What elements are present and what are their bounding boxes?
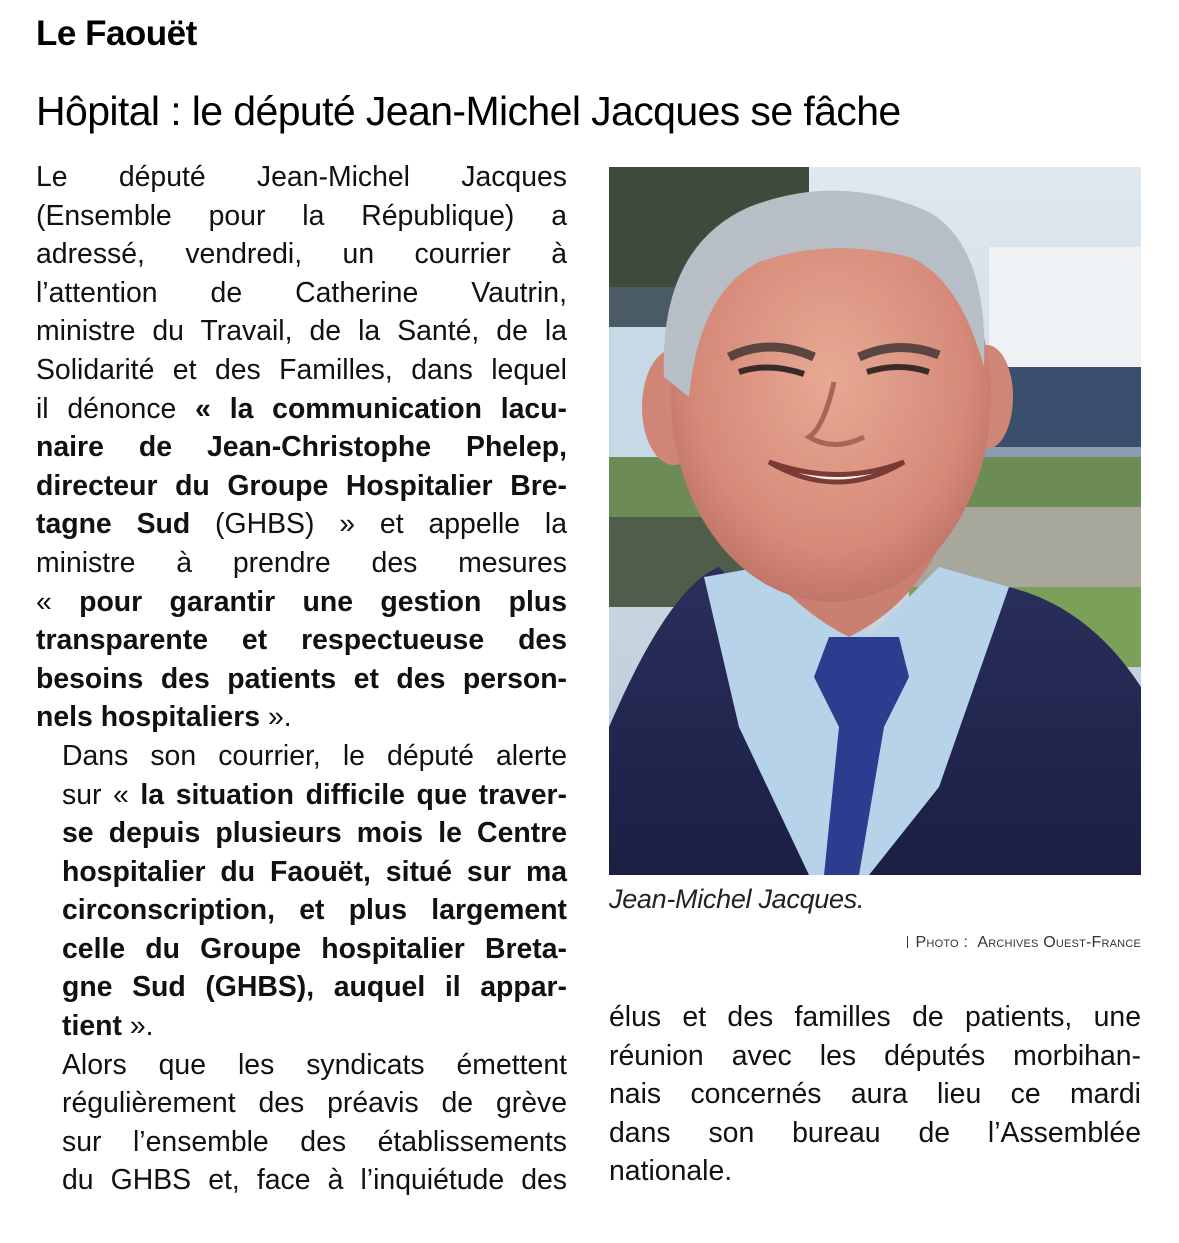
- text-line: [36, 1123, 567, 1162]
- text-line: [609, 1114, 1141, 1153]
- paragraph-2: [36, 737, 567, 1046]
- text-line: [36, 698, 567, 737]
- text-line: [609, 1075, 1141, 1114]
- text-line: [36, 853, 567, 892]
- article-body-left-column: [36, 158, 567, 1200]
- text-line: [36, 737, 567, 776]
- article-headline: Hôpital : le député Jean-Michel Jacques se fâche: [36, 88, 901, 134]
- text-line: [36, 930, 567, 969]
- body-text: élus et des familles de patients, une: [609, 1001, 1141, 1033]
- quoted-bold-text: se depuis plusieurs mois le Centre: [62, 817, 567, 850]
- body-text: (GHBS) » et appelle la: [190, 508, 567, 541]
- body-text: ».: [260, 701, 292, 734]
- portrait-photo: [609, 167, 1141, 875]
- text-line: [36, 274, 567, 313]
- quoted-bold-text: besoins des patients et des person-: [36, 662, 567, 695]
- quoted-bold-text: « la communication lacu-: [195, 392, 567, 425]
- quoted-bold-text: tagne Sud: [36, 508, 191, 541]
- credit-source: Archives Ouest-France: [977, 934, 1141, 951]
- body-text: Dans son courrier, le député alerte: [62, 739, 567, 772]
- text-line: [36, 390, 567, 429]
- body-text: du GHBS et, face à l’inquiétude des: [62, 1164, 567, 1197]
- text-line: [36, 660, 567, 699]
- body-text: adressé, vendredi, un courrier à: [36, 238, 567, 271]
- quoted-bold-text: tient: [62, 1010, 122, 1043]
- body-text: réunion avec les députés morbihan-: [609, 1039, 1141, 1072]
- text-line: [36, 1084, 567, 1123]
- text-line: [36, 968, 567, 1007]
- photo-credit: [907, 934, 1141, 952]
- text-line: [36, 351, 567, 390]
- body-text: (Ensemble pour la République) a: [36, 199, 567, 232]
- text-line: [36, 891, 567, 930]
- text-line: [36, 158, 567, 197]
- text-line: [36, 197, 567, 236]
- paragraph-continuation: [609, 998, 1141, 1191]
- quoted-bold-text: naire de Jean-Christophe Phelep,: [36, 431, 567, 464]
- quoted-bold-text: gne Sud (GHBS), auquel il appar-: [62, 971, 567, 1004]
- text-line: [36, 814, 567, 853]
- text-line: [36, 621, 567, 660]
- section-title: Le Faouët: [36, 14, 197, 53]
- background-house-right: [989, 247, 1141, 387]
- text-line: [609, 1152, 1141, 1191]
- quoted-bold-text: nels hospitaliers: [36, 701, 261, 734]
- text-line: [36, 312, 567, 351]
- portrait-illustration: [609, 167, 1141, 875]
- credit-prefix: Photo :: [915, 934, 969, 951]
- article-body-right-column: [609, 998, 1141, 1191]
- body-text: l’attention de Catherine Vautrin,: [36, 276, 567, 309]
- credit-divider: [907, 936, 908, 948]
- paragraph-1: [36, 158, 567, 737]
- body-text: il dénonce: [36, 392, 196, 425]
- text-line: [36, 235, 567, 274]
- quoted-bold-text: transparente et respectueuse des: [36, 624, 567, 657]
- body-text: Solidarité et des Familles, dans lequel: [36, 353, 567, 386]
- body-text: sur «: [62, 778, 141, 811]
- text-line: [36, 583, 567, 622]
- photo-caption: Jean-Michel Jacques.: [609, 884, 865, 914]
- quoted-bold-text: hospitalier du Faouët, situé sur ma: [62, 855, 567, 888]
- body-text: ministre du Travail, de la Santé, de la: [36, 315, 567, 348]
- text-line: [36, 1007, 567, 1046]
- body-text: Alors que les syndicats émettent: [62, 1048, 567, 1081]
- quoted-bold-text: pour garantir une gestion plus: [79, 585, 567, 618]
- body-text: «: [36, 585, 80, 618]
- body-text: régulièrement des préavis de grève: [62, 1087, 567, 1120]
- text-line: [36, 1161, 567, 1200]
- body-text: nationale.: [609, 1155, 733, 1188]
- text-line: [36, 776, 567, 815]
- body-text: Le député Jean-Michel Jacques: [36, 161, 567, 193]
- text-line: [36, 505, 567, 544]
- body-text: dans son bureau de l’Assemblée: [609, 1116, 1141, 1149]
- body-text: ministre à prendre des mesures: [36, 546, 567, 579]
- text-line: [609, 1037, 1141, 1076]
- quoted-bold-text: circonscription, et plus largement: [62, 894, 567, 927]
- quoted-bold-text: celle du Groupe hospitalier Breta-: [62, 932, 567, 965]
- text-line: [36, 467, 567, 506]
- text-line: [36, 1046, 567, 1085]
- quoted-bold-text: directeur du Groupe Hospitalier Bre-: [36, 469, 567, 502]
- text-line: [609, 998, 1141, 1037]
- text-line: [36, 428, 567, 467]
- body-text: sur l’ensemble des établissements: [62, 1125, 567, 1158]
- quoted-bold-text: la situation difficile que traver-: [140, 778, 567, 811]
- paragraph-3: [36, 1046, 567, 1200]
- body-text: nais concernés aura lieu ce mardi: [609, 1078, 1141, 1111]
- body-text: ».: [121, 1010, 154, 1043]
- text-line: [36, 544, 567, 583]
